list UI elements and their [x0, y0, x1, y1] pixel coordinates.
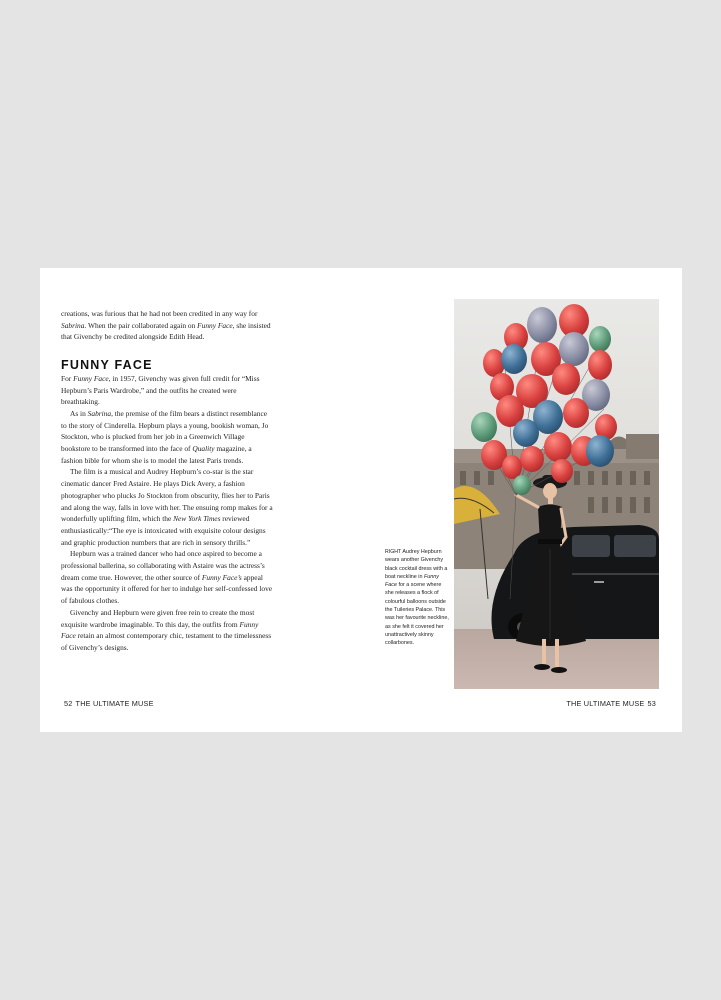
body-paragraph-4: Hepburn was a trained dancer who had once aspired to become a professional ballerina, so collaborating with Astaire was the actress’s dream come true. However, the other source of Funny Face’s appeal was the opportunity it offered for her to indulge her self-confessed love of fabulous clothes.	[61, 549, 273, 606]
running-title-right: THE ULTIMATE MUSE	[566, 699, 645, 708]
page-number-left: 52	[64, 699, 73, 708]
book-spread	[40, 268, 682, 732]
folio-left	[61, 699, 154, 708]
running-title-left: THE ULTIMATE MUSE	[75, 699, 154, 708]
page-number-right: 53	[647, 699, 656, 708]
section-heading: FUNNY FACE	[61, 358, 153, 373]
body-paragraph-2: As in Sabrina, the premise of the film bears a distinct resemblance to the story of Cinderella. Hepburn plays a young, bookish woman, Jo Stockton, who is plucked from her job in a Greenwich Village bookstore to be transformed into the face of Quality magazine, a fashion bible for whom she is to model the latest Paris trends.	[61, 408, 269, 465]
folio-right	[566, 699, 659, 708]
intro-paragraph: creations, was furious that he had not been credited in any way for Sabrina. When the pair collaborated again on Funny Face, she insisted that Givenchy be credited alongside Edith Head.	[61, 309, 271, 342]
body-paragraph-3: The film is a musical and Audrey Hepburn’s co-star is the star cinematic dancer Fred Astaire. He plays Dick Avery, a fashion photographer who plucks Jo Stockton from obscurity, flies her to Paris and along the way, falls in love with her. The ensuing romp makes for a wonderfully uplifting film, which the New York Times reviewed enthusiastically:“The eye is intoxicated with exquisite colour designs and graphic production numbers that are rich in sensory thrills.”	[61, 467, 273, 547]
left-page-text	[61, 308, 273, 654]
body-paragraph-5: Givenchy and Hepburn were given free rein to create the most exquisite wardrobe imaginable. To this day, the outfits from Funny Face retain an almost contemporary chic, testament to the timelessness of Givenchy’s designs.	[61, 607, 272, 652]
body-paragraph-1: For Funny Face, in 1957, Givenchy was given full credit for “Miss Hepburn’s Paris Wardrobe,” and the outfits he created were breathtaking.	[61, 373, 260, 407]
caption-lead: RIGHT	[385, 549, 402, 555]
photo-caption: RIGHT Audrey Hepburn wears another Givenchy black cocktail dress with a boat neckline in Funny Face for a scene where she releases a flock of colourful balloons outside the Tuileries Palace. This was her favourite neckline, as she felt it covered her unattractively skinny collarbones.	[385, 549, 449, 647]
balloon-photograph	[454, 299, 659, 689]
